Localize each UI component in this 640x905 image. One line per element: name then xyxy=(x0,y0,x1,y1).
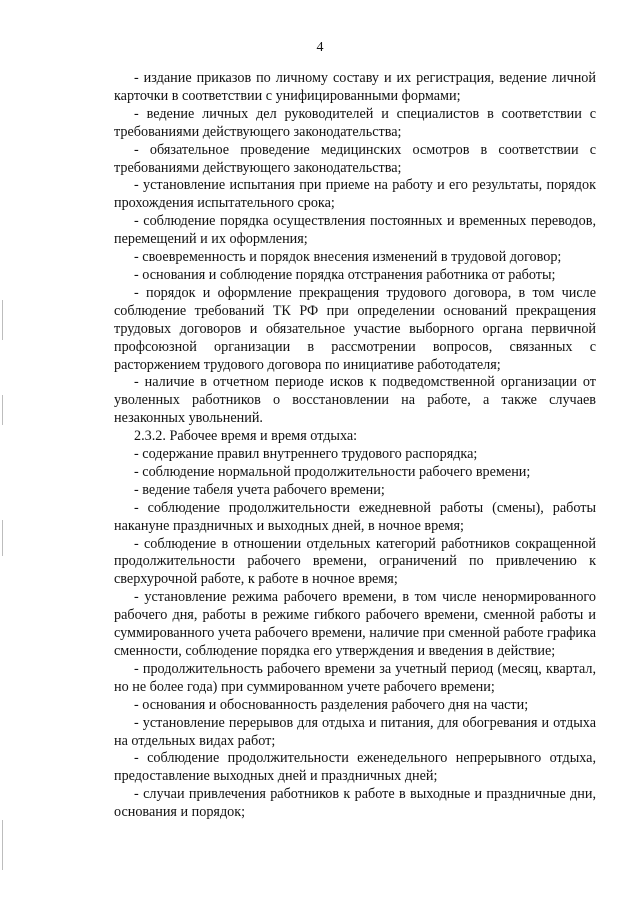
paragraph: - установление испытания при приеме на работу и его результаты, порядок прохождения испытательного срока; xyxy=(114,177,596,212)
paragraph: - своевременность и порядок внесения изменений в трудовой договор; xyxy=(134,249,562,266)
paragraph: - соблюдение продолжительности еженедельного непрерывного отдыха, предоставление выходных дней и праздничных дней; xyxy=(114,750,596,785)
paragraph: - соблюдение нормальной продолжительности рабочего времени; xyxy=(134,463,531,480)
paragraph: - основания и соблюдение порядка отстранения работника от работы; xyxy=(134,266,556,283)
paragraph: - соблюдение продолжительности ежедневной работы (смены), работы накануне праздничных и выходных дней, в ночное время; xyxy=(114,499,596,534)
paragraph: - ведение личных дел руководителей и специалистов в соответствии с требованиями действующего законодательства; xyxy=(114,105,596,140)
section-heading: 2.3.2. Рабочее время и время отдыха: xyxy=(134,428,358,445)
paragraph: - установление перерывов для отдыха и питания, для обогревания и отдыха на отдельных видах работ; xyxy=(114,714,596,749)
paragraph: - обязательное проведение медицинских осмотров в соответствии с требованиями действующего законодательства; xyxy=(114,141,596,176)
paragraph: - продолжительность рабочего времени за учетный период (месяц, квартал, но не более года) при суммированном учете рабочего времени; xyxy=(114,660,596,695)
paragraph: - основания и обоснованность разделения рабочего дня на части; xyxy=(134,696,529,713)
paragraph: - случаи привлечения работников к работе в выходные и праздничные дни, основания и порядок; xyxy=(114,786,596,821)
page-number: 4 xyxy=(316,40,324,55)
paragraph: - ведение табеля учета рабочего времени; xyxy=(134,481,385,498)
scan-edge-artifact xyxy=(0,0,6,905)
paragraph: - содержание правил внутреннего трудового распорядка; xyxy=(134,446,478,463)
paragraph: - установление режима рабочего времени, в том числе ненормированного рабочего дня, работы в режиме гибкого рабочего времени, сменной работы и суммированного учета рабочего времени, наличие при сменной работе графика сменности, соблюдение порядка его утверждения и введения в действие; xyxy=(114,589,596,659)
document-body xyxy=(114,70,596,822)
paragraph: - издание приказов по личному составу и их регистрация, ведение личной карточки в соответствии с унифицированными формами; xyxy=(114,70,596,104)
paragraph: - наличие в отчетном периоде исков к подведомственной организации от уволенных работников о восстановлении на работе, а также случаев незаконных увольнений. xyxy=(114,374,596,427)
paragraph: - порядок и оформление прекращения трудового договора, в том числе соблюдение требований ТК РФ при определении оснований прекращения трудовых договоров и обязательное участие выборного органа первичной профсоюзной организации в рассмотрении вопросов, связанных с расторжением трудового договора по инициативе работодателя; xyxy=(114,284,596,373)
paragraph: - соблюдение порядка осуществления постоянных и временных переводов, перемещений и их оформления; xyxy=(114,213,596,248)
paragraph: - соблюдение в отношении отдельных категорий работников сокращенной продолжительности рабочего времени, ограничений по привлечению к сверхурочной работе, к работе в ночное время; xyxy=(114,535,596,588)
